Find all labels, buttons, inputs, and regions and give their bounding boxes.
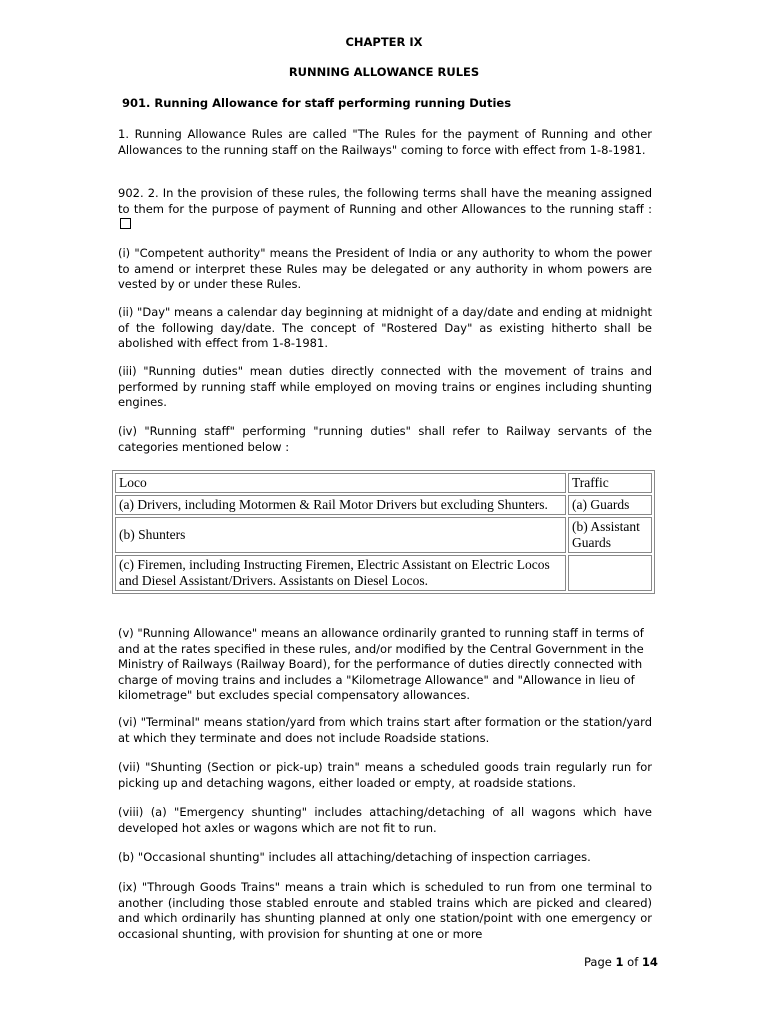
paragraph-5: (iii) "Running duties" mean duties directly connected with the movement of trains and performed by running staff while employed on moving trains or engines including shunting engines. [118,364,652,409]
running-staff-table [112,470,655,594]
table-row [115,517,652,553]
table-row [115,555,652,591]
paragraph-2-text: 902. 2. In the provision of these rules, the following terms shall have the meaning assigned to them for the purpose of payment of Running and other Allowances to the running staff : [118,186,652,216]
section-heading: 901. Running Allowance for staff performing running Duties [122,96,512,110]
document-title: RUNNING ALLOWANCE RULES [288,65,480,79]
paragraph-12: (ix) "Through Goods Trains" means a train which is scheduled to run from one terminal to another (including those stabled enroute and stabled trains which are picked and cleared) and which ordinarily has shunting planned at only one station/point with one emergency or occasional shunting, with provision for shunting at one or more [118,880,652,941]
checkbox-glyph-icon [120,218,131,229]
paragraph-3: (i) "Competent authority" means the President of India or any authority to whom the power to amend or interpret these Rules may be delegated or any authority in whom powers are vested by or under these Rules. [118,246,652,291]
table-cell-traffic: (b) Assistant Guards [568,517,652,553]
table-cell-loco: (a) Drivers, including Motormen & Rail Motor Drivers but excluding Shunters. [115,495,566,515]
paragraph-11: (b) "Occasional shunting" includes all attaching/detaching of inspection carriages. [118,850,591,864]
paragraph-9: (vii) "Shunting (Section or pick-up) train" means a scheduled goods train regularly run for picking up and detaching wagons, either loaded or empty, at roadside stations. [118,760,652,790]
paragraph-1: 1. Running Allowance Rules are called "The Rules for the payment of Running and other Allowances to the running staff on the Railways" coming to force with effect from 1-8-1981. [118,127,652,157]
table-row [115,495,652,515]
paragraph-7: (v) "Running Allowance" means an allowance ordinarily granted to running staff in terms of and at the rates specified in these rules, and/or modified by the Central Government in the Ministry of Railways (Railway Board), for the performance of duties directly connected with charge of moving trains and includes a "Kilometrage Allowance" and "Allowance in lieu of kilometrage" but excludes special compensatory allowances. [118,626,644,702]
paragraph-4: (ii) "Day" means a calendar day beginning at midnight of a day/date and ending at midnight of the following day/date. The concept of "Rostered Day" as existing hitherto shall be abolished with effect from 1-8-1981. [118,305,652,350]
page-current: 1 [615,955,624,969]
table-cell-loco: (b) Shunters [115,517,566,553]
table-header-loco: Loco [115,473,566,493]
paragraph-10: (viii) (a) "Emergency shunting" includes attaching/detaching of all wagons which have developed hot axles or wagons which are not fit to run. [118,805,652,835]
paragraph-8: (vi) "Terminal" means station/yard from which trains start after formation or the station/yard at which they terminate and does not include Roadside stations. [118,715,652,745]
page-of: of [627,955,639,969]
table-cell-traffic [568,555,652,591]
chapter-heading: CHAPTER IX [345,35,423,49]
page-number [584,955,658,969]
table-cell-traffic: (a) Guards [568,495,652,515]
table-header-traffic: Traffic [568,473,652,493]
page-word: Page [584,955,612,969]
paragraph-2 [118,186,652,233]
table-cell-loco: (c) Firemen, including Instructing Firemen, Electric Assistant on Electric Locos and Diesel Assistant/Drivers. Assistants on Diesel Locos. [115,555,566,591]
table-header-row [115,473,652,493]
paragraph-6: (iv) "Running staff" performing "running duties" shall refer to Railway servants of the categories mentioned below : [118,424,652,454]
page-total: 14 [641,955,658,969]
